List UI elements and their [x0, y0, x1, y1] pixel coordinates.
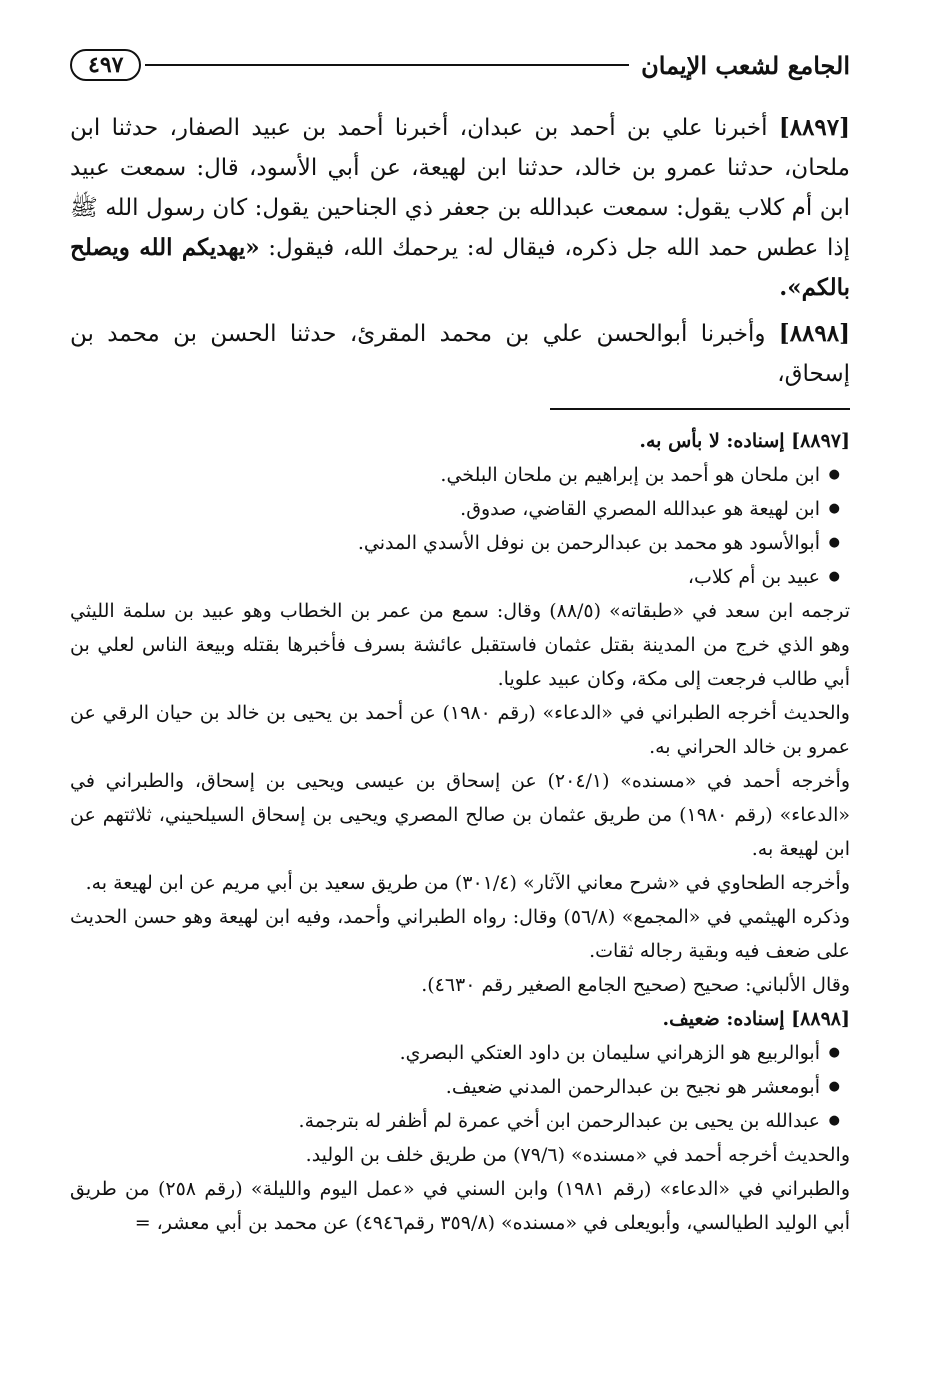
list-item: ● عبيد بن أم كلاب،: [70, 560, 820, 594]
running-header: [70, 30, 850, 100]
hadith-text: أخبرنا علي بن أحمد بن عبدان، أخبرنا أحمد بن عبيد الصفار، حدثنا ابن ملحان، حدثنا عمرو بن خالد، حدثنا ابن لهيعة، عن أبي الأسود، قال: سمعت عبيد ابن أم كلاب يقول: سمعت عبدالله بن جعفر ذي الجناحين يقول: كان رسول الله ﷺ إذا عطس حمد الله جل ذكره، فيقال له: يرحمك الله، فيقول:: [70, 115, 851, 261]
hadith-number: [٨٨٩٧]: [778, 114, 851, 141]
note-paragraph: وذكره الهيثمي في «المجمع» (٥٦/٨) وقال: رواه الطبراني وأحمد، وفيه ابن لهيعة وهو حسن الحديث على ضعف فيه وبقية رجاله ثقات.: [70, 906, 851, 962]
note-paragraph: وأخرجه الطحاوي في «شرح معاني الآثار» (٣٠١/٤) من طريق سعيد بن أبي مريم عن ابن لهيعة به.: [85, 872, 850, 894]
note-paragraph: وقال الألباني: صحيح (صحيح الجامع الصغير رقم ٤٦٣٠).: [421, 974, 850, 996]
note-8897-heading: [٨٨٩٧] إسناده: لا بأس به.: [639, 430, 850, 452]
list-item: ● أبوالأسود هو محمد بن عبدالرحمن بن نوفل الأسدي المدني.: [70, 526, 820, 560]
list-item: ● ابن لهيعة هو عبدالله المصري القاضي، صدوق.: [70, 492, 820, 526]
hadith-quote: «يهديكم الله ويصلح بالكم».: [70, 234, 850, 301]
list-item: ● ابن ملحان هو أحمد بن إبراهيم بن ملحان البلخي.: [70, 458, 820, 492]
list-item: ● أبوالربيع هو الزهراني سليمان بن داود العتكي البصري.: [70, 1036, 820, 1070]
footnote-divider: [550, 408, 850, 410]
hadith-8897: [70, 108, 850, 308]
main-text: [70, 108, 850, 394]
note-paragraph: والطبراني في «الدعاء» (رقم ١٩٨١) وابن السني في «عمل اليوم والليلة» (رقم ٢٥٨) من طريق أبي الوليد الطيالسي، وأبويعلى في «مسنده» (٣٥٩/٨ رقم٤٩٤٦) عن محمد بن أبي معشر، =: [70, 1178, 850, 1234]
book-page: [70, 30, 850, 1240]
list-item: ● أبومعشر هو نجيح بن عبدالرحمن المدني ضعيف.: [70, 1070, 820, 1104]
note-paragraph: والحديث أخرجه الطبراني في «الدعاء» (رقم ١٩٨٠) عن أحمد بن يحيى بن خالد بن حيان الرقي عن عمرو بن خالد الحراني به.: [70, 702, 850, 758]
note-paragraph: وأخرجه أحمد في «مسنده» (٢٠٤/١) عن إسحاق بن عيسى ويحيى بن إسحاق، والطبراني في «الدعاء» (رقم ١٩٨٠) من طريق عثمان بن صالح المصري ويحيى بن إسحاق السيلحيني، ثلاثتهم عن ابن لهيعة به.: [70, 770, 851, 860]
hadith-number: [٨٨٩٨]: [778, 320, 850, 347]
header-rule: [145, 64, 629, 66]
list-item: ● عبدالله بن يحيى بن عبدالرحمن ابن أخي عمرة لم أظفر له بترجمة.: [70, 1104, 820, 1138]
note-paragraph: ترجمه ابن سعد في «طبقاته» (٨٨/٥) وقال: سمع من عمر بن الخطاب وهو عبيد بن سلمة الليثي وهو الذي خرج من المدينة بقتل عثمان فاستقبل عائشة بسرف فأخبرها بقتله وبيعة الناس لعلي بن أبي طالب فرجعت إلى مكة، وكان عبيد علويا.: [70, 600, 850, 690]
hadith-8898: [70, 314, 850, 394]
hadith-text: وأخبرنا أبوالحسن علي بن محمد المقرئ، حدثنا الحسن بن محمد بن إسحاق،: [70, 321, 850, 387]
footnotes: [70, 424, 850, 1240]
note-8898-narrators: [70, 1036, 850, 1138]
page-number: ٤٩٧: [70, 49, 141, 81]
note-8897-narrators: [70, 458, 850, 594]
book-title: الجامع لشعب الإيمان: [641, 50, 850, 80]
note-paragraph: والحديث أخرجه أحمد في «مسنده» (٧٩/٦) من طريق خلف بن الوليد.: [305, 1144, 850, 1166]
note-8898-heading: [٨٨٩٨] إسناده: ضعيف.: [662, 1008, 850, 1030]
